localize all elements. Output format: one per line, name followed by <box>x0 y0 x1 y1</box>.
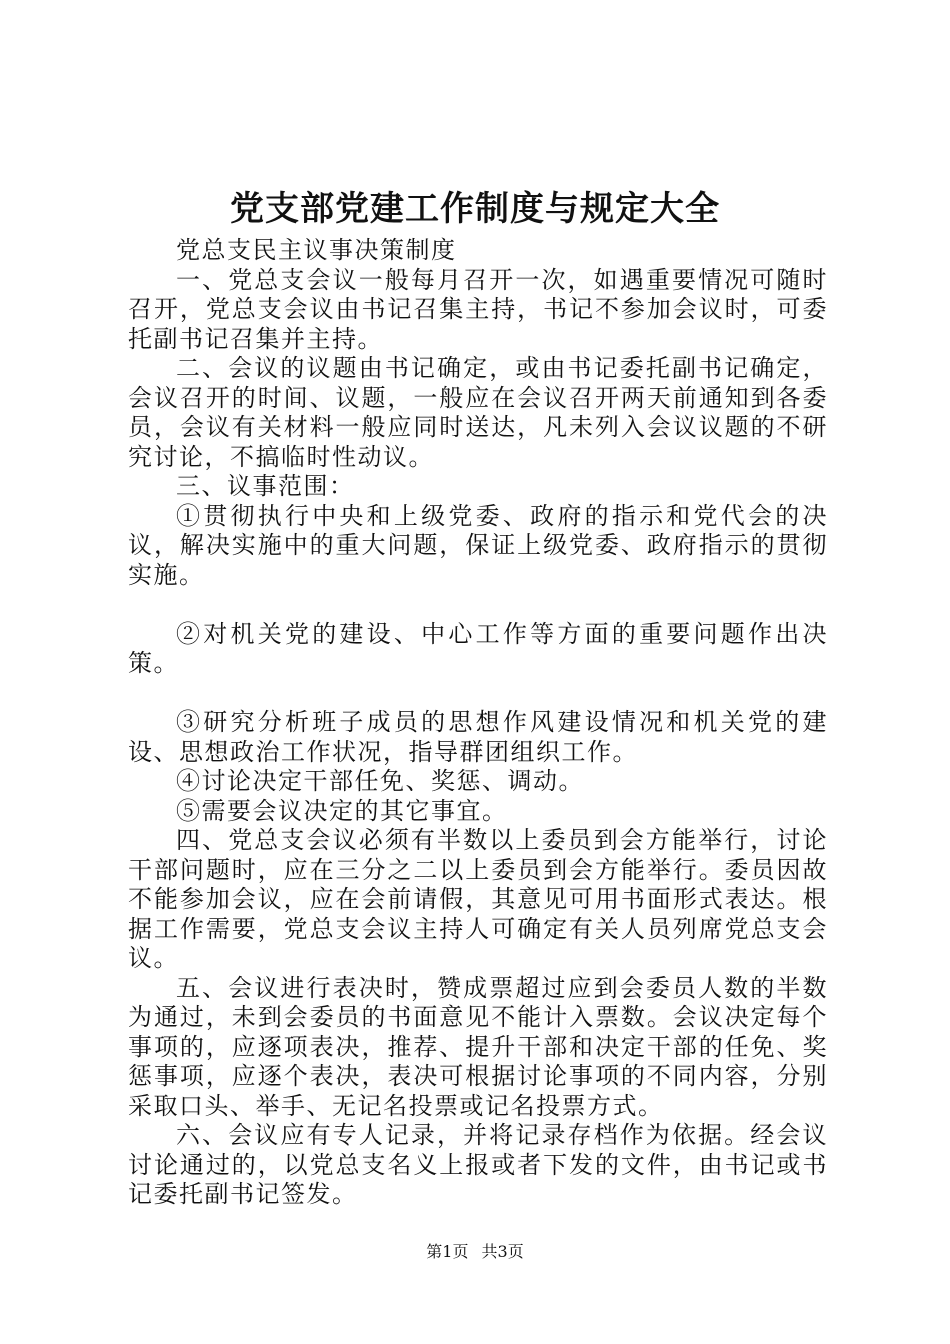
paragraph: 五、会议进行表决时，赞成票超过应到会委员人数的半数为通过，未到会委员的书面意见不能计入票数。会议决定每个事项的，应逐项表决，推荐、提升干部和决定干部的任免、奖惩事项，应逐个表决，表决可根据讨论事项的不同内容，分别采取口头、举手、无记名投票或记名投票方式。 <box>128 973 828 1120</box>
page-number: 第1页 <box>426 1242 469 1261</box>
document-body <box>128 236 828 1210</box>
list-item: ③研究分析班子成员的思想作风建设情况和机关党的建设、思想政治工作状况，指导群团组织工作。 <box>128 708 828 766</box>
list-item: ②对机关党的建设、中心工作等方面的重要问题作出决策。 <box>128 619 828 677</box>
paragraph: 三、议事范围： <box>176 472 355 500</box>
list-item: ⑤需要会议决定的其它事宜。 <box>176 796 508 825</box>
page-footer <box>0 1240 950 1264</box>
page-total: 共3页 <box>481 1242 524 1261</box>
document-title: 党支部党建工作制度与规定大全 <box>230 189 720 229</box>
paragraph: 一、党总支会议一般每月召开一次，如遇重要情况可随时召开，党总支会议由书记召集主持，书记不参加会议时，可委托副书记召集并主持。 <box>128 265 828 353</box>
section-heading: 党总支民主议事决策制度 <box>176 236 457 264</box>
list-item: ①贯彻执行中央和上级党委、政府的指示和党代会的决议，解决实施中的重大问题，保证上级党委、政府指示的贯彻实施。 <box>128 501 828 589</box>
paragraph: 四、党总支会议必须有半数以上委员到会方能举行，讨论干部问题时，应在三分之二以上委员到会方能举行。委员因故不能参加会议，应在会前请假，其意见可用书面形式表达。根据工作需要，党总支会议主持人可确定有关人员列席党总支会议。 <box>128 826 828 972</box>
paragraph: 二、会议的议题由书记确定，或由书记委托副书记确定，会议召开的时间、议题，一般应在会议召开两天前通知到各委员，会议有关材料一般应同时送达，凡未列入会议议题的不研究讨论，不搞临时性动议。 <box>128 354 828 471</box>
list-item: ④讨论决定干部任免、奖惩、调动。 <box>176 767 584 795</box>
paragraph: 六、会议应有专人记录，并将记录存档作为依据。经会议讨论通过的，以党总支名义上报或者下发的文件，由书记或书记委托副书记签发。 <box>128 1121 828 1208</box>
